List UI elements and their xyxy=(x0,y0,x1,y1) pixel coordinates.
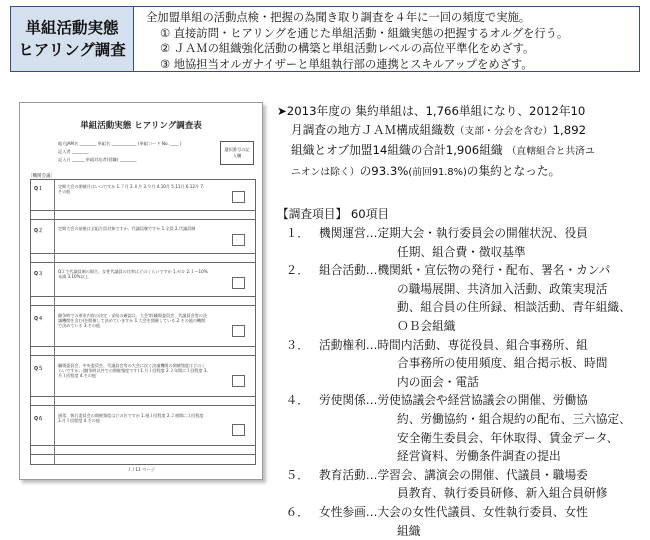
description-item-3: ③ 地協担当オルガナイザーと単組執行部の連携とスキルアップをめざす。 xyxy=(160,57,533,71)
form-q-label: Q４ xyxy=(34,317,43,322)
form-q-label: Q３ xyxy=(34,272,43,277)
form-answer-box xyxy=(232,375,245,387)
summary-line-2c: 1,892 xyxy=(552,122,587,137)
form-q-label: Q６ xyxy=(34,417,43,422)
topic-label xyxy=(10,6,134,72)
form-q-text: 定期大会の開催月はいつですか 1.７月 2.８月 3.９月 4.10月 5.11月 6.12月 7.その他 xyxy=(58,184,205,194)
form-q-label: Q１ xyxy=(34,187,43,192)
form-meta-2: 記入者 ________ xyxy=(58,149,89,154)
form-q-text: 通常、執行委員会の開催頻度はどの位ですか 1.週１回程度 2.２週間に１回程度 3.月１回程度 4.その他 xyxy=(58,413,204,423)
items-title: 【調査項目】 60項目 xyxy=(277,207,390,221)
description-item-2: ② ＪＡＭの組織強化活動の構築と単組活動レベルの高位平準化をめざす。 xyxy=(160,42,535,55)
summary-line-2b: （支部・分会を含む） xyxy=(454,125,553,137)
summary-line-3a: 組織とオブ加盟14組織の合計1,906組織 xyxy=(291,143,503,158)
list-item: ４． 労使関係…労使協議会や経営協議会の開催、労働協 約、労働協約・組合規約の配布、三六協定、 安全衛生委員会、年休取得、賃金データ、 経営資料、労働条件調査の提出 xyxy=(285,393,631,464)
topic-label-line1: 単組活動実態 xyxy=(25,19,119,37)
topic-description xyxy=(134,6,640,72)
summary-line-4a: ニオンは除く） xyxy=(291,166,360,178)
form-q-text: 職場委員会、中央委員会、代議員会等の大会に次ぐ決議機関の開催頻度はどのくらいですか。(闘争時以外での開催頻度です) 1.月１回程度 2.２年間に１回程度 3.月１回程度 4.その他 xyxy=(58,363,208,378)
form-meta-1: 地方JAM名 ________ 単組名 ____________ (単組コード No. ____ ) xyxy=(58,141,182,146)
description-item-1: ① 直接訪問・ヒアリングを通じた単組活動・組織実態の把握するオルグを行う。 xyxy=(160,26,569,40)
survey-form-image xyxy=(19,102,263,480)
form-page-number: １ / 11 ページ xyxy=(126,468,156,473)
summary-text xyxy=(277,102,645,182)
list-item: ３． 活動権利…時間内活動、専従役員、組合事務所、組 合事務所の使用頻度、組合掲示板、時間 内の面会・電話 xyxy=(285,337,608,389)
survey-items-list xyxy=(277,224,645,540)
summary-line-4d: の集約となった。 xyxy=(466,163,561,178)
form-q-text: Q２で代議員制の場合、女性代議員の比率はどのくらいですか 1.ゼロ 2.１〜10%未満 3.10%以上 xyxy=(58,269,208,279)
list-item: ２． 組合活動…機関紙・宣伝物の発行・配布、署名・カンパ の職場展開、共済加入活動、政策実現活 動、組合員の住所録、相談活動、青年組織、 ＯＢ会組織 xyxy=(285,263,631,333)
summary-line-3b: （直轄組合と共済ユ xyxy=(506,146,595,158)
list-item: ６． 女性参画…大会の女性代議員、女性執行委員、女性 組織 xyxy=(285,504,588,538)
form-q-text: 闘争時での要求内容の決定・妥結の確認は、大会等(職場委員会、代議員会等の決議機関を含む)を開催して決めていますか 1.大会を開催している 2.その他の機関で決めている 3.その他 xyxy=(58,313,207,328)
topic-label-line2: ヒアリング調査 xyxy=(18,41,126,59)
form-answer-box xyxy=(232,325,245,337)
form-answer-box xyxy=(232,191,245,203)
form-meta-3: 記入日 ______ 単組対応者(役職) ________ xyxy=(58,157,137,162)
form-answer-box xyxy=(232,277,245,289)
description-intro: 全加盟単組の活動点検・把握の為聞き取り調査を４年に一回の頻度で実施。 xyxy=(146,11,531,24)
summary-line-4c: (前回91.8%) xyxy=(408,166,467,178)
summary-line-2a: 月調査の地方ＪＡＭ構成組織数 xyxy=(291,122,455,137)
form-answer-box xyxy=(232,424,245,436)
form-q-label: Q５ xyxy=(34,367,43,372)
form-title: 単組活動実態 ヒアリング調査表 xyxy=(80,121,202,131)
form-answer-box xyxy=(232,234,245,246)
form-q-label: Q２ xyxy=(34,229,43,234)
list-item: ５． 教育活動…学習会、講演会の開催、代議員・職場委 員教育、執行委員研修、新入組合員研修 xyxy=(285,467,608,501)
summary-line-1: ➤2013年度の 集約単組は、1,766単組になり、2012年10 xyxy=(277,104,586,118)
summary-line-4b: の93.3% xyxy=(359,163,409,178)
form-section: ［機関会議］ xyxy=(28,174,55,179)
list-item: １． 機関運営…定期大会・執行委員会の開催状況、役員 任期、組合費・徴収基準 xyxy=(285,226,588,259)
form-q-text: 定期大会の前後は全組合員対象ですか。代議員制ですか 1.全員 2.代議員制 xyxy=(58,226,196,231)
form-select-box: 選択番号の記入欄 xyxy=(220,141,254,165)
